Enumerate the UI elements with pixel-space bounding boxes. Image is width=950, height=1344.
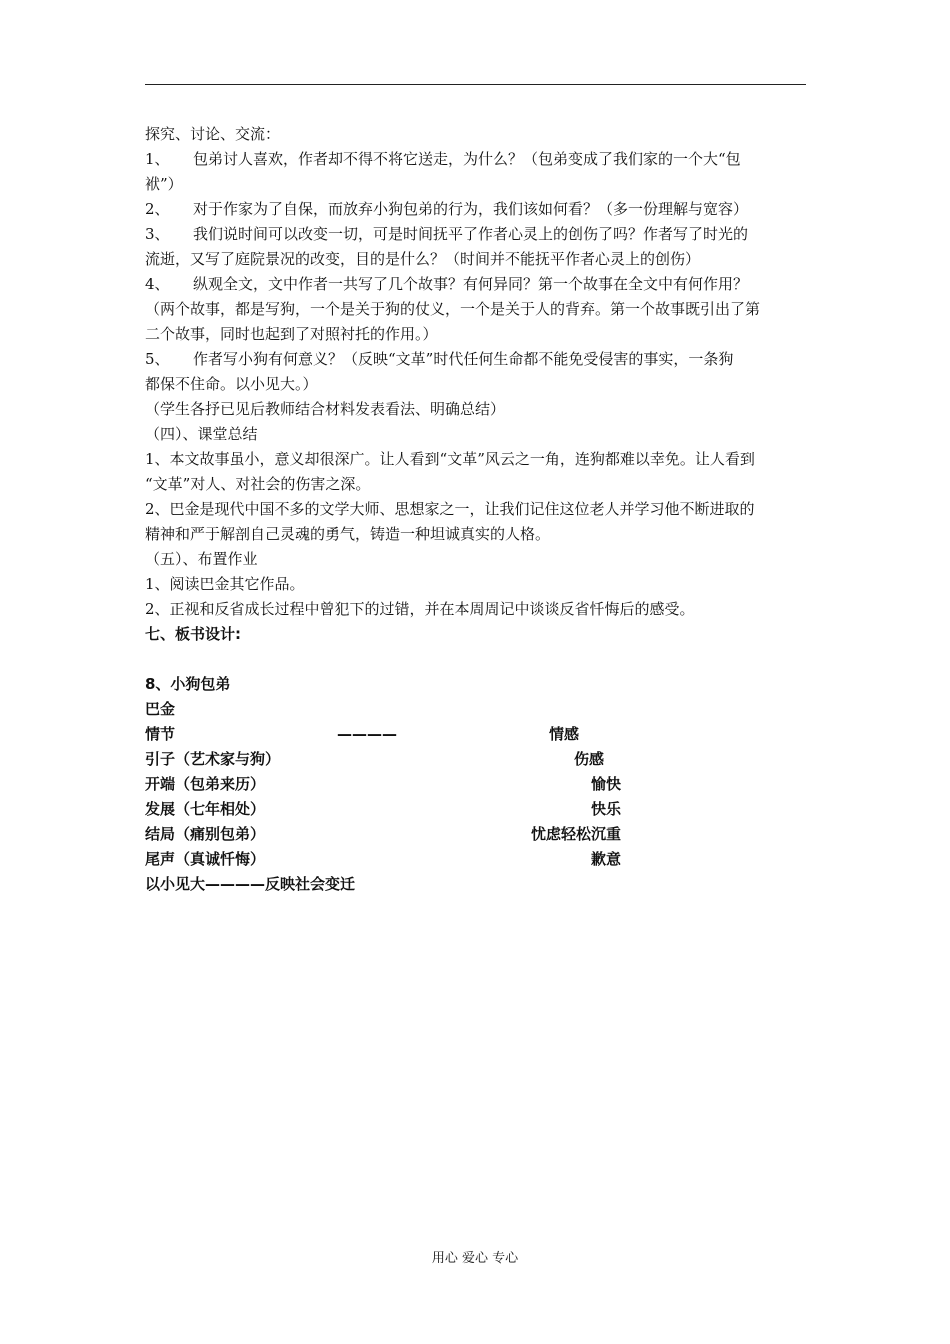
teacher-note: （学生各抒已见后教师结合材料发表看法、明确总结）	[145, 400, 506, 418]
board-row-left: 开端（包弟来历）	[145, 775, 266, 793]
question-number: 4、	[145, 275, 170, 293]
question-number: 2、	[145, 200, 170, 218]
question-text-cont: 都保不住命。以小见大。）	[145, 375, 318, 393]
question-5	[145, 347, 807, 397]
board-row-left: 尾声（真诚忏悔）	[145, 850, 266, 868]
board-title: 8、小狗包弟	[145, 675, 231, 693]
homework-item-1: 1、阅读巴金其它作品。	[145, 575, 305, 593]
question-text: 纵观全文，文中作者一共写了几个故事？有何异同？第一个故事在全文中有何作用？	[193, 275, 749, 293]
header-rule	[145, 84, 806, 85]
question-number: 1、	[145, 150, 170, 168]
homework-title: （五）、布置作业	[145, 550, 258, 568]
board-row-right: 快乐	[590, 800, 621, 818]
question-text-cont: 流逝，又写了庭院景况的改变，目的是什么？（时间并不能抚平作者心灵上的创伤）	[145, 250, 701, 268]
board-row	[145, 747, 807, 772]
board-row-right: 愉快	[590, 775, 621, 793]
summary-title: （四）、课堂总结	[145, 425, 258, 443]
discussion-heading: 探究、讨论、交流：	[145, 125, 281, 143]
board-row-right: 歉意	[590, 850, 621, 868]
question-text: 包弟讨人喜欢，作者却不得不将它送走，为什么？（包弟变成了我们家的一个大“包	[193, 150, 741, 168]
board-row-left: 引子（艺术家与狗）	[145, 750, 281, 768]
board-row-right: 忧虑轻松沉重	[530, 825, 621, 843]
summary-paragraph-1: 1、本文故事虽小，意义却很深广。让人看到“文革”风云之一角，连狗都难以幸免。让人看到	[145, 450, 755, 468]
board-conclusion: 以小见大————反映社会变迁	[145, 875, 356, 893]
board-row	[145, 822, 807, 847]
summary-paragraph-1-cont: “文革”对人、对社会的伤害之深。	[145, 475, 371, 493]
document-body	[145, 122, 807, 897]
question-text-cont: 二个故事，同时也起到了对照衬托的作用。）	[145, 325, 438, 343]
board-row	[145, 772, 807, 797]
board-row-dash: ————	[337, 725, 397, 743]
question-text-cont: 袱”）	[145, 175, 183, 193]
section-7-title: 七、板书设计:	[145, 625, 241, 643]
summary-paragraph-2-cont: 精神和严于解剖自己灵魂的勇气，铸造一种坦诚真实的人格。	[145, 525, 551, 543]
summary-paragraph-2: 2、巴金是现代中国不多的文学大师、思想家之一，让我们记住这位老人并学习他不断进取的	[145, 500, 755, 518]
question-number: 5、	[145, 350, 170, 368]
board-row-right: 情感	[548, 725, 579, 743]
board-row	[145, 847, 807, 872]
board-row-left: 发展（七年相处）	[145, 800, 266, 818]
page-footer: 用心 爱心 专心	[431, 1251, 519, 1266]
question-text: 作者写小狗有何意义？（反映“文革”时代任何生命都不能免受侵害的事实，一条狗	[193, 350, 734, 368]
question-2	[145, 197, 807, 222]
question-text: 对于作家为了自保，而放弃小狗包弟的行为，我们该如何看？（多一份理解与宽容）	[193, 200, 749, 218]
board-row-left: 结局（痛别包弟）	[145, 825, 266, 843]
question-3	[145, 222, 807, 272]
question-text: 我们说时间可以改变一切，可是时间抚平了作者心灵上的创伤了吗？作者写了时光的	[193, 225, 749, 243]
homework-item-2: 2、正视和反省成长过程中曾犯下的过错，并在本周周记中谈谈反省忏悔后的感受。	[145, 600, 695, 618]
board-row	[145, 797, 807, 822]
question-text-cont: （两个故事，都是写狗，一个是关于狗的仗义，一个是关于人的背弃。第一个故事既引出了第	[145, 300, 761, 318]
question-4	[145, 272, 807, 347]
board-row	[145, 722, 807, 747]
question-1	[145, 147, 807, 197]
board-row-right: 伤感	[573, 750, 604, 768]
board-row-left: 情节	[145, 725, 176, 743]
question-number: 3、	[145, 225, 170, 243]
board-author: 巴金	[145, 700, 176, 718]
